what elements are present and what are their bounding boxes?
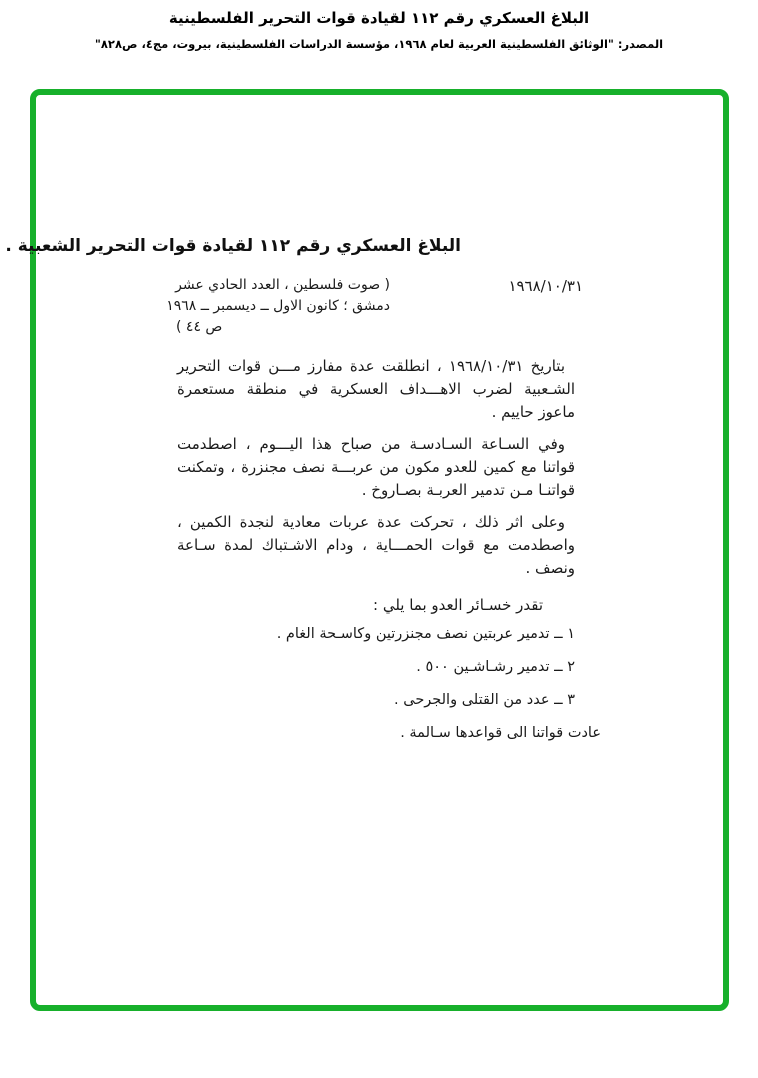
loss-item: ٢ ــ تدمير رشـاشـين ٥٠٠ . bbox=[416, 659, 575, 675]
citation-page-number: ص ٤٤ ) bbox=[176, 319, 223, 335]
citation-line: ( صوت فلسطين ، العدد الحادي عشر bbox=[175, 277, 390, 293]
citation-line: دمشق ؛ كانون الاول ــ ديسمبر ــ ١٩٦٨ bbox=[166, 298, 390, 314]
communique-date: ١٩٦٨/١٠/٣١ bbox=[508, 277, 583, 295]
body-paragraph: وفي السـاعة السـادسـة من صباح هذا اليـــوم ، اصطدمت قواتنا مع كمين للعدو مكون من عربـــة نصف مجنزرة ، وتمكنت قواتنـا مـن تدمير العربـة بصـاروخ . bbox=[177, 435, 575, 499]
header-source-citation: المصدر: "الوثائق الفلسطينية العربية لعام ١٩٦٨، مؤسسة الدراسات الفلسطينية، بيروت، مج٤، ص٨٢٨" bbox=[94, 37, 664, 51]
page-header bbox=[0, 0, 758, 52]
scanned-document bbox=[5, 234, 723, 744]
citation-block bbox=[90, 275, 390, 338]
header-title: البلاغ العسكري رقم ١١٢ لقيادة قوات التحرير الفلسطينية bbox=[168, 9, 590, 27]
document-scan-frame bbox=[5, 89, 729, 1011]
closing-line: عادت قواتنا الى قواعدها سـالمة . bbox=[400, 725, 601, 741]
body-paragraph: بتاريخ ١٩٦٨/١٠/٣١ ، انطلقت عدة مفارز مـــن قوات التحرير الشـعبية لضرب الاهـــداف العسكرية في منطقة مستعمرة ماعوز حاييم . bbox=[177, 357, 575, 421]
loss-item: ٣ ــ عدد من القتلى والجرحى . bbox=[394, 692, 575, 708]
body-paragraph: وعلى اثر ذلك ، تحركت عدة عربات معادية لنجدة الكمين ، واصطدمت مع قوات الحمـــاية ، ودام الاشـتباك لمدة سـاعة ونصف . bbox=[177, 513, 575, 577]
communique-title: البلاغ العسكري رقم ١١٢ لقيادة قوات التحرير الشعبية . bbox=[5, 236, 461, 256]
loss-item: ١ ــ تدمير عربتين نصف مجنزرتين وكاسـحة الغام . bbox=[276, 626, 575, 642]
meta-row bbox=[90, 275, 583, 338]
losses-intro-line: تقدر خسـائر العدو بما يلي : bbox=[373, 596, 543, 614]
